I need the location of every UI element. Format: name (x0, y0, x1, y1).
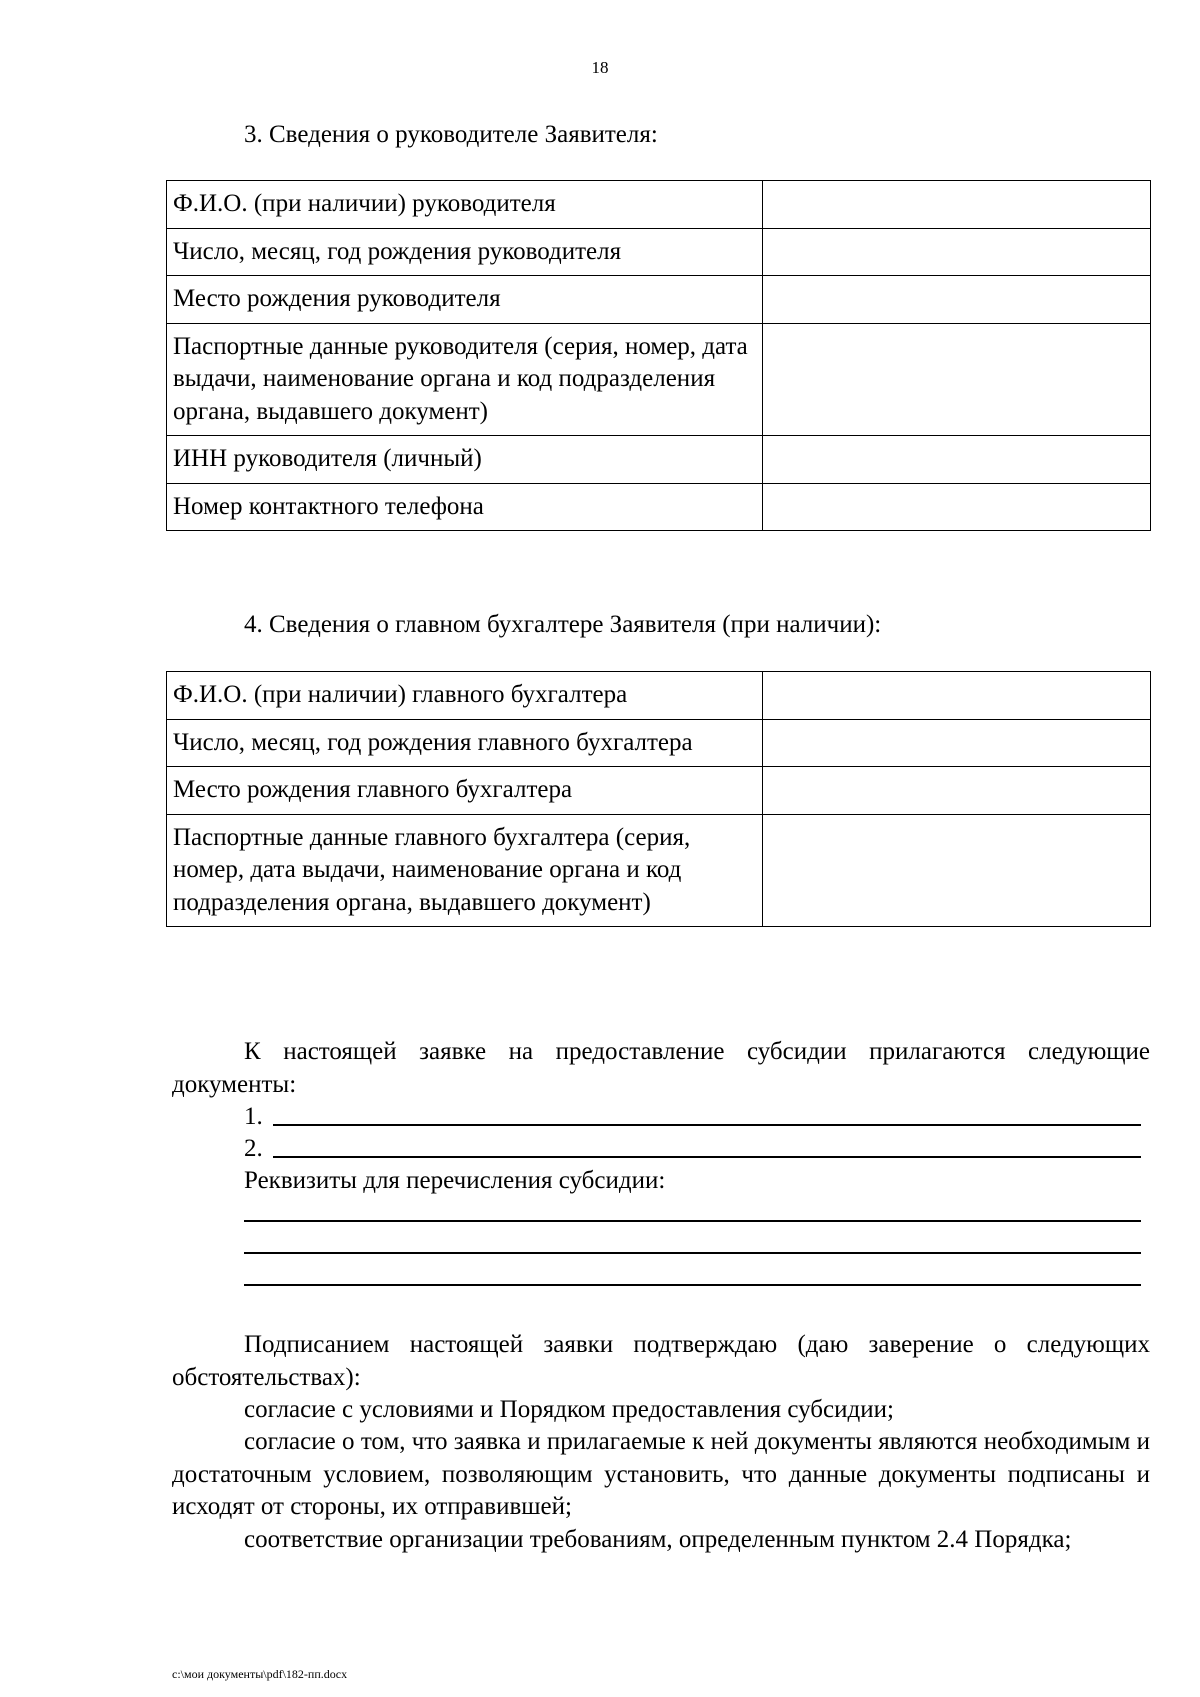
row-value-cell[interactable] (763, 228, 1151, 276)
row-label: Ф.И.О. (при наличии) главного бухгалтера (167, 672, 763, 720)
row-label: ИНН руководителя (личный) (167, 436, 763, 484)
attachments-intro-text: К настоящей заявке на предоставление субсидии прилагаются следующие документы: (172, 1038, 1150, 1098)
row-label: Место рождения главного бухгалтера (167, 767, 763, 815)
accountant-info-table (166, 671, 1151, 927)
row-label: Место рождения руководителя (167, 276, 763, 324)
attachment-item-1-label: 1. (244, 1103, 263, 1130)
row-value-cell[interactable] (763, 436, 1151, 484)
row-label: Число, месяц, год рождения главного бухгалтера (167, 719, 763, 767)
row-value-cell[interactable] (763, 672, 1151, 720)
row-value-cell[interactable] (763, 276, 1151, 324)
confirmation-point-3 (172, 1524, 1150, 1557)
row-value-cell[interactable] (763, 767, 1151, 815)
confirmation-point-2-text: согласие о том, что заявка и прилагаемые к ней документы являются необходимым и достаточным условием, позволяющим установить, что данные документы подписаны и исходят от стороны, их отправившей; (172, 1428, 1150, 1520)
table-row (167, 323, 1151, 436)
page-number: 18 (591, 58, 609, 77)
manager-info-table (166, 180, 1151, 531)
table-row (167, 672, 1151, 720)
confirmation-point-3-text: соответствие организации требованиям, определенным пунктом 2.4 Порядка; (244, 1526, 1072, 1553)
table-row (167, 228, 1151, 276)
table-row (167, 814, 1151, 927)
row-label: Номер контактного телефона (167, 483, 763, 531)
confirmation-point-1-text: согласие с условиями и Порядком предоставления субсидии; (244, 1396, 894, 1423)
row-label: Ф.И.О. (при наличии) руководителя (167, 181, 763, 229)
row-label: Паспортные данные главного бухгалтера (серия, номер, дата выдачи, наименование органа и код подразделения органа, выдавшего документ) (167, 814, 763, 927)
requisites-line-3[interactable] (244, 1284, 1141, 1286)
row-label: Число, месяц, год рождения руководителя (167, 228, 763, 276)
section-3-heading: 3. Сведения о руководителе Заявителя: (244, 121, 658, 148)
confirmation-intro (172, 1329, 1150, 1394)
row-label: Паспортные данные руководителя (серия, номер, дата выдачи, наименование органа и код подразделения органа, выдавшего документ) (167, 323, 763, 436)
table-row (167, 483, 1151, 531)
attachment-item-2-line[interactable] (273, 1156, 1141, 1158)
row-value-cell[interactable] (763, 483, 1151, 531)
confirmation-point-2 (172, 1426, 1150, 1524)
attachment-item-2-label: 2. (244, 1135, 263, 1162)
row-value-cell[interactable] (763, 719, 1151, 767)
requisites-line-1[interactable] (244, 1220, 1141, 1222)
table-row (167, 181, 1151, 229)
attachments-intro (172, 1036, 1150, 1101)
requisites-line-2[interactable] (244, 1252, 1141, 1254)
table-row (167, 436, 1151, 484)
file-path-footer: c:\мои документы\pdf\182-пп.docx (172, 1667, 348, 1681)
requisites-label: Реквизиты для перечисления субсидии: (244, 1167, 666, 1194)
row-value-cell[interactable] (763, 323, 1151, 436)
table-row (167, 767, 1151, 815)
table-row (167, 276, 1151, 324)
section-4-heading: 4. Сведения о главном бухгалтере Заявителя (при наличии): (244, 611, 882, 638)
row-value-cell[interactable] (763, 181, 1151, 229)
attachment-item-1-line[interactable] (273, 1124, 1141, 1126)
confirmation-intro-text: Подписанием настоящей заявки подтверждаю (даю заверение о следующих обстоятельствах): (172, 1331, 1150, 1391)
row-value-cell[interactable] (763, 814, 1151, 927)
confirmation-point-1 (172, 1394, 1150, 1427)
table-row (167, 719, 1151, 767)
